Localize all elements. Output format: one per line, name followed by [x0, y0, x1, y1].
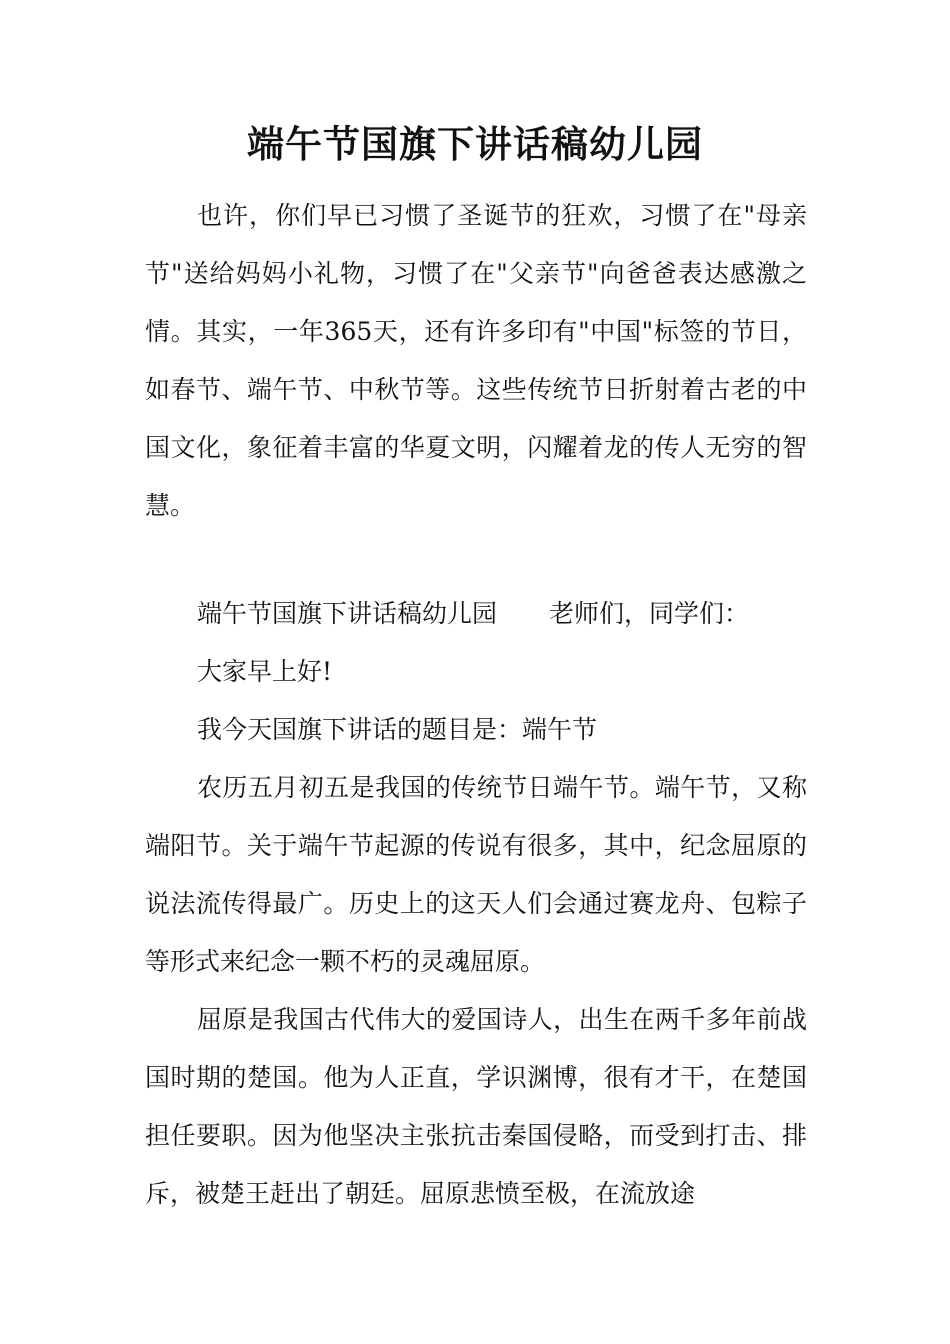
speech-salutation: 老师们，同学们： [549, 599, 750, 628]
paragraph-intro: 也许，你们早已习惯了圣诞节的狂欢，习惯了在"母亲节"送给妈妈小礼物，习惯了在"父亲节"向爸爸表达感激之情。其实，一年365天，还有许多印有"中国"标签的节日，如春节、端午节、中秋节等。这些传统节日折射着古老的中国文化，象征着丰富的华夏文明，闪耀着龙的传人无穷的智慧。 [145, 201, 807, 520]
speech-heading-line [197, 585, 749, 643]
paragraph-origin: 农历五月初五是我国的传统节日端午节。端午节，又称端阳节。关于端午节起源的传说有很多，其中，纪念屈原的说法流传得最广。历史上的这天人们会通过赛龙舟、包粽子等形式来纪念一颗不朽的灵魂屈原。 [145, 773, 807, 976]
speech-greeting: 大家早上好! [197, 657, 333, 686]
paragraph-quyuan: 屈原是我国古代伟大的爱国诗人，出生在两千多年前战国时期的楚国。他为人正直，学识渊博，很有才干，在楚国担任要职。因为他坚决主张抗击秦国侵略，而受到打击、排斥，被楚王赶出了朝廷。屈原悲愤至极，在流放途 [145, 1005, 807, 1208]
speech-topic: 我今天国旗下讲话的题目是：端午节 [197, 715, 598, 744]
document-title: 端午节国旗下讲话稿幼儿园 [247, 122, 703, 166]
speech-subtitle: 端午节国旗下讲话稿幼儿园 [197, 599, 498, 628]
